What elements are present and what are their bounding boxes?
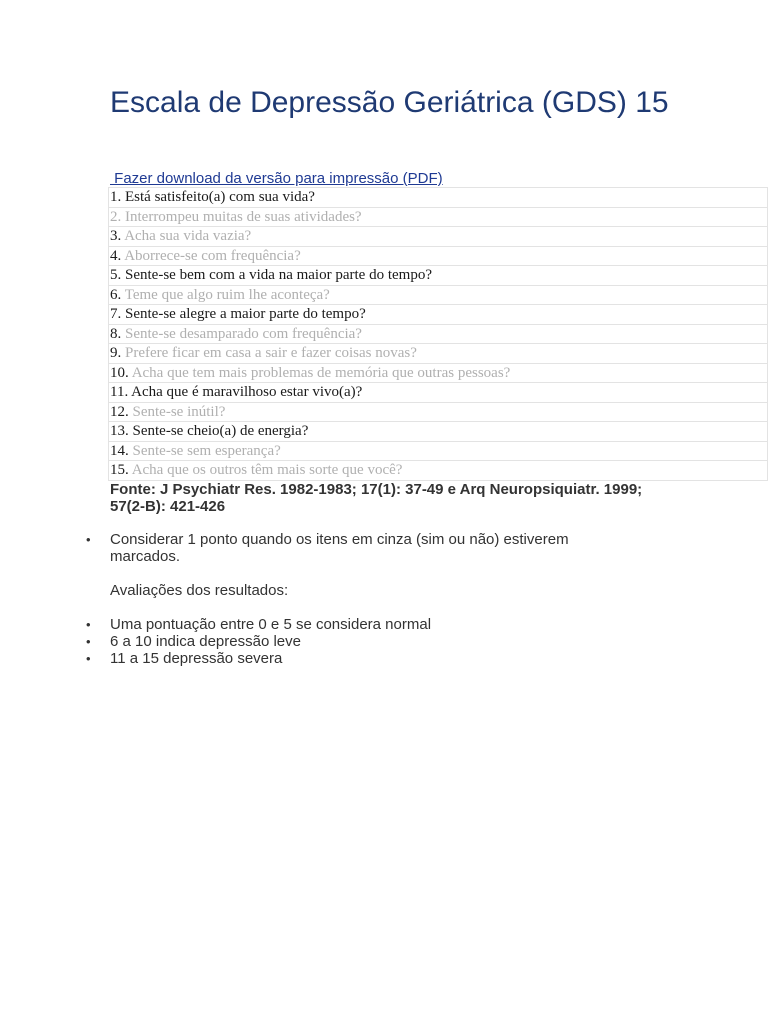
table-row — [109, 266, 768, 286]
item-question: Sente-se desamparado com frequência? — [125, 325, 362, 342]
item-cell — [109, 344, 768, 364]
item-number: 14. — [110, 442, 129, 459]
item-question: Teme que algo ruim lhe aconteça? — [124, 286, 330, 303]
table-row — [109, 441, 768, 461]
item-number: 15. — [110, 462, 129, 479]
item-question: Prefere ficar em casa a sair e fazer coisas novas? — [125, 345, 417, 362]
item-cell — [109, 363, 768, 383]
gds-items-table — [108, 187, 768, 481]
item-number: 11. — [110, 384, 129, 401]
table-row — [109, 383, 768, 403]
item-number: 4. — [110, 247, 122, 264]
table-row — [109, 188, 768, 208]
item-question: Sente-se cheio(a) de energia? — [132, 423, 309, 440]
item-number: 5. — [110, 267, 122, 284]
item-number: 3. — [110, 228, 122, 245]
item-question: Acha que tem mais problemas de memória que outras pessoas? — [131, 364, 511, 381]
table-row — [109, 285, 768, 305]
item-question: Sente-se inútil? — [132, 403, 226, 420]
item-cell — [109, 227, 768, 247]
item-question: Está satisfeito(a) com sua vida? — [125, 189, 315, 206]
item-cell — [109, 246, 768, 266]
item-number: 12. — [110, 403, 129, 420]
item-number: 8. — [110, 325, 122, 342]
table-row — [109, 305, 768, 325]
scoring-note-list — [110, 531, 630, 565]
item-question: Sente-se alegre a maior parte do tempo? — [125, 306, 366, 323]
notes-section — [110, 531, 630, 667]
item-question: Interrompeu muitas de suas atividades? — [125, 208, 362, 225]
item-number: 10. — [110, 364, 129, 381]
item-question: Sente-se sem esperança? — [132, 442, 281, 459]
item-number: 7. — [110, 306, 122, 323]
item-cell — [109, 422, 768, 442]
results-list — [110, 616, 630, 667]
item-cell — [109, 383, 768, 403]
item-cell — [109, 207, 768, 227]
item-question: Acha sua vida vazia? — [124, 228, 252, 245]
result-item: • Uma pontuação entre 0 e 5 se considera normal — [110, 616, 630, 633]
table-row — [109, 461, 768, 481]
item-number: 13. — [110, 423, 129, 440]
table-row — [109, 402, 768, 422]
item-cell — [109, 324, 768, 344]
table-row — [109, 422, 768, 442]
item-question: Acha que é maravilhoso estar vivo(a)? — [131, 384, 363, 401]
item-cell — [109, 402, 768, 422]
source-citation: Fonte: J Psychiatr Res. 1982-1983; 17(1): 37-49 e Arq Neuropsiquiatr. 1999; 57(2-B): 421-426 — [110, 481, 643, 515]
item-cell — [109, 441, 768, 461]
download-pdf-link[interactable]: Fazer download da versão para impressão (PDF) — [110, 170, 443, 187]
item-cell — [109, 285, 768, 305]
scoring-note: • Considerar 1 ponto quando os itens em cinza (sim ou não) estiverem marcados. — [110, 531, 630, 565]
item-question: Sente-se bem com a vida na maior parte do tempo? — [125, 267, 432, 284]
item-question: Aborrece-se com frequência? — [124, 247, 301, 264]
item-question: Acha que os outros têm mais sorte que você? — [131, 462, 403, 479]
table-row — [109, 246, 768, 266]
items-table-body — [109, 188, 768, 481]
result-item: • 6 a 10 indica depressão leve — [110, 633, 630, 650]
item-number: 2. — [110, 208, 122, 225]
results-heading: Avaliações dos resultados: — [110, 582, 289, 599]
item-cell — [109, 188, 768, 208]
table-row — [109, 207, 768, 227]
item-cell — [109, 305, 768, 325]
page-title: Escala de Depressão Geriátrica (GDS) 15 — [110, 86, 669, 119]
item-number: 9. — [110, 345, 122, 362]
item-number: 1. — [110, 189, 122, 206]
item-cell — [109, 461, 768, 481]
table-row — [109, 344, 768, 364]
result-item: • 11 a 15 depressão severa — [110, 650, 630, 667]
item-number: 6. — [110, 286, 122, 303]
table-row — [109, 324, 768, 344]
table-row — [109, 227, 768, 247]
item-cell — [109, 266, 768, 286]
table-row — [109, 363, 768, 383]
